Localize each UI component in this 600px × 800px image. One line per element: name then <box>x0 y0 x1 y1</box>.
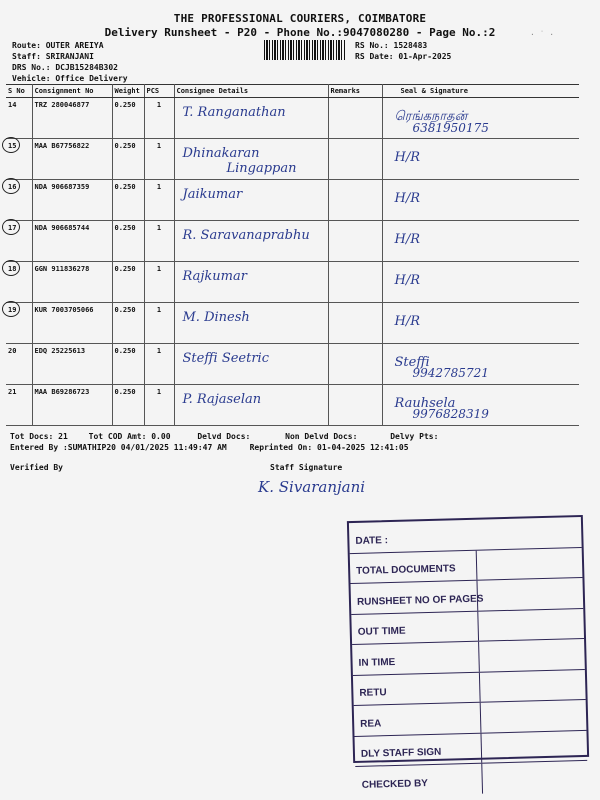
stamp-row <box>355 761 588 797</box>
cell-signature <box>382 262 579 303</box>
sno-text: 15 <box>8 142 17 150</box>
sno-text: 19 <box>8 306 17 314</box>
col-pcs: PCS <box>144 85 174 98</box>
stamp-label: REA <box>360 717 382 730</box>
cell-pcs: 1 <box>144 139 174 180</box>
cell-sno <box>6 344 32 385</box>
cell-remarks <box>328 98 382 139</box>
cell-signature <box>382 139 579 180</box>
cell-remarks <box>328 262 382 303</box>
drs-number: DRS No.: DCJB15284B302 <box>12 63 118 72</box>
sno-text: 18 <box>8 265 17 273</box>
cell-consignee <box>174 344 328 385</box>
scan-specks: · ˙ · <box>530 30 555 39</box>
cell-consignee <box>174 180 328 221</box>
cell-remarks <box>328 303 382 344</box>
signature-text: Steffi <box>394 355 430 370</box>
signature-phone: 6381950175 <box>412 121 489 135</box>
cell-pcs: 1 <box>144 303 174 344</box>
cell-remarks <box>328 139 382 180</box>
delivery-stamp <box>347 515 589 791</box>
signature-text: H/R <box>394 150 421 165</box>
delvy-pts: Delvy Pts: <box>390 432 439 441</box>
cell-sno <box>6 98 32 139</box>
signature-text: H/R <box>394 314 421 329</box>
cell-sno <box>6 262 32 303</box>
reprinted-on: Reprinted On: 01-04-2025 12:41:05 <box>249 443 409 452</box>
cell-consignment: TRZ 280046877 <box>32 98 112 139</box>
cell-remarks <box>328 344 382 385</box>
col-consignment: Consignment No <box>32 85 112 98</box>
rs-number: RS No.: 1528483 <box>355 41 428 50</box>
table-row <box>6 303 579 344</box>
cell-pcs: 1 <box>144 221 174 262</box>
signature-text: Rauhsela <box>394 396 456 411</box>
cell-remarks <box>328 385 382 426</box>
cell-consignment: NDA 906685744 <box>32 221 112 262</box>
consignee-name: Steffi Seetric <box>182 351 269 366</box>
stamp-label: CHECKED BY <box>361 777 429 791</box>
barcode <box>264 40 346 60</box>
consignee-name: P. Rajaselan <box>182 392 262 407</box>
table-row <box>6 344 579 385</box>
stamp-label: RETU <box>359 687 387 699</box>
stamp-label: RUNSHEET NO OF PAGES <box>356 593 484 608</box>
cell-weight: 0.250 <box>112 385 144 426</box>
signature-text: ரெங்கநாதன் <box>394 109 468 124</box>
cell-consignee <box>174 221 328 262</box>
stamp-label: DLY STAFF SIGN <box>360 746 442 760</box>
cell-remarks <box>328 180 382 221</box>
sno-text: 16 <box>8 183 17 191</box>
consignee-name: M. Dinesh <box>182 310 250 325</box>
signature-text: H/R <box>394 232 421 247</box>
consignee-name: Jaikumar <box>182 187 243 202</box>
cell-consignment: NDA 906687359 <box>32 180 112 221</box>
consignee-name-line2: Lingappan <box>226 161 297 176</box>
table-row <box>6 139 579 180</box>
cell-signature <box>382 344 579 385</box>
col-remarks: Remarks <box>328 85 382 98</box>
cell-pcs: 1 <box>144 180 174 221</box>
cell-weight: 0.250 <box>112 344 144 385</box>
cell-weight: 0.250 <box>112 303 144 344</box>
staff-signature-handwriting: K. Sivaranjani <box>258 478 366 496</box>
table-row <box>6 262 579 303</box>
cell-pcs: 1 <box>144 98 174 139</box>
consignee-name: R. Saravanaprabhu <box>182 228 310 243</box>
entry-line <box>10 443 409 452</box>
cell-pcs: 1 <box>144 262 174 303</box>
sno-text: 21 <box>8 388 17 396</box>
consignee-name: Rajkumar <box>182 269 247 284</box>
stamp-label: TOTAL DOCUMENTS <box>356 563 456 577</box>
col-consignee: Consignee Details <box>174 85 328 98</box>
header-left-block <box>12 40 128 84</box>
signature-phone: 9976828319 <box>412 407 489 421</box>
table-row <box>6 98 579 139</box>
cell-sno <box>6 385 32 426</box>
stamp-label: DATE : <box>355 534 389 547</box>
stamp-label: IN TIME <box>358 656 396 669</box>
cell-pcs: 1 <box>144 344 174 385</box>
cell-consignee <box>174 139 328 180</box>
cell-sno <box>6 180 32 221</box>
cell-weight: 0.250 <box>112 262 144 303</box>
sno-text: 17 <box>8 224 17 232</box>
cell-sno <box>6 139 32 180</box>
cell-sno <box>6 303 32 344</box>
header-right-block <box>355 40 451 62</box>
cell-signature <box>382 221 579 262</box>
cell-consignment: EDQ 25225613 <box>32 344 112 385</box>
vehicle-label: Vehicle: Office Delivery <box>12 74 128 83</box>
signature-phone: 9942785721 <box>412 366 489 380</box>
cell-consignment: GGN 911836278 <box>32 262 112 303</box>
staff-label: Staff: SRIRANJANI <box>12 52 94 61</box>
cell-signature <box>382 303 579 344</box>
runsheet-subtitle: Delivery Runsheet - P20 - Phone No.:9047080280 - Page No.:2 <box>104 26 496 39</box>
cell-weight: 0.250 <box>112 98 144 139</box>
cell-consignment: MAA B67756822 <box>32 139 112 180</box>
sno-text: 20 <box>8 347 17 355</box>
cell-consignee <box>174 303 328 344</box>
delvd-docs: Delvd Docs: <box>197 432 251 441</box>
col-weight: Weight <box>112 85 144 98</box>
non-delvd-docs: Non Delvd Docs: <box>285 432 358 441</box>
cell-weight: 0.250 <box>112 139 144 180</box>
table-row <box>6 221 579 262</box>
tot-docs: Tot Docs: 21 <box>10 432 68 441</box>
cell-signature <box>382 180 579 221</box>
consignee-name: Dhinakaran <box>182 146 260 161</box>
cell-consignee <box>174 385 328 426</box>
cell-signature <box>382 98 579 139</box>
tot-cod: Tot COD Amt: 0.00 <box>88 432 171 441</box>
cell-weight: 0.250 <box>112 180 144 221</box>
entered-by: Entered By :SUMATHIP20 04/01/2025 11:49:47 AM <box>10 443 227 452</box>
stamp-label: OUT TIME <box>357 625 406 638</box>
cell-consignee <box>174 262 328 303</box>
cell-sno <box>6 221 32 262</box>
totals-line <box>10 432 590 441</box>
rs-date: RS Date: 01-Apr-2025 <box>355 52 452 61</box>
sno-text: 14 <box>8 101 17 109</box>
staff-signature-label: Staff Signature <box>270 463 343 472</box>
signature-text: H/R <box>394 273 421 288</box>
table-row <box>6 385 579 426</box>
cell-consignment: KUR 7003705066 <box>32 303 112 344</box>
col-sno: S No <box>6 85 32 98</box>
signature-text: H/R <box>394 191 421 206</box>
cell-weight: 0.250 <box>112 221 144 262</box>
table-header-row <box>6 85 579 98</box>
cell-consignee <box>174 98 328 139</box>
verified-by: Verified By <box>10 463 63 472</box>
route-label: Route: OUTER AREIYA <box>12 41 104 50</box>
runsheet-table <box>6 84 579 426</box>
company-title: THE PROFESSIONAL COURIERS, COIMBATORE <box>173 12 427 25</box>
cell-signature <box>382 385 579 426</box>
cell-consignment: MAA B69286723 <box>32 385 112 426</box>
col-signature: Seal & Signature <box>382 85 579 98</box>
cell-remarks <box>328 221 382 262</box>
table-row <box>6 180 579 221</box>
consignee-name: T. Ranganathan <box>182 105 286 120</box>
cell-pcs: 1 <box>144 385 174 426</box>
